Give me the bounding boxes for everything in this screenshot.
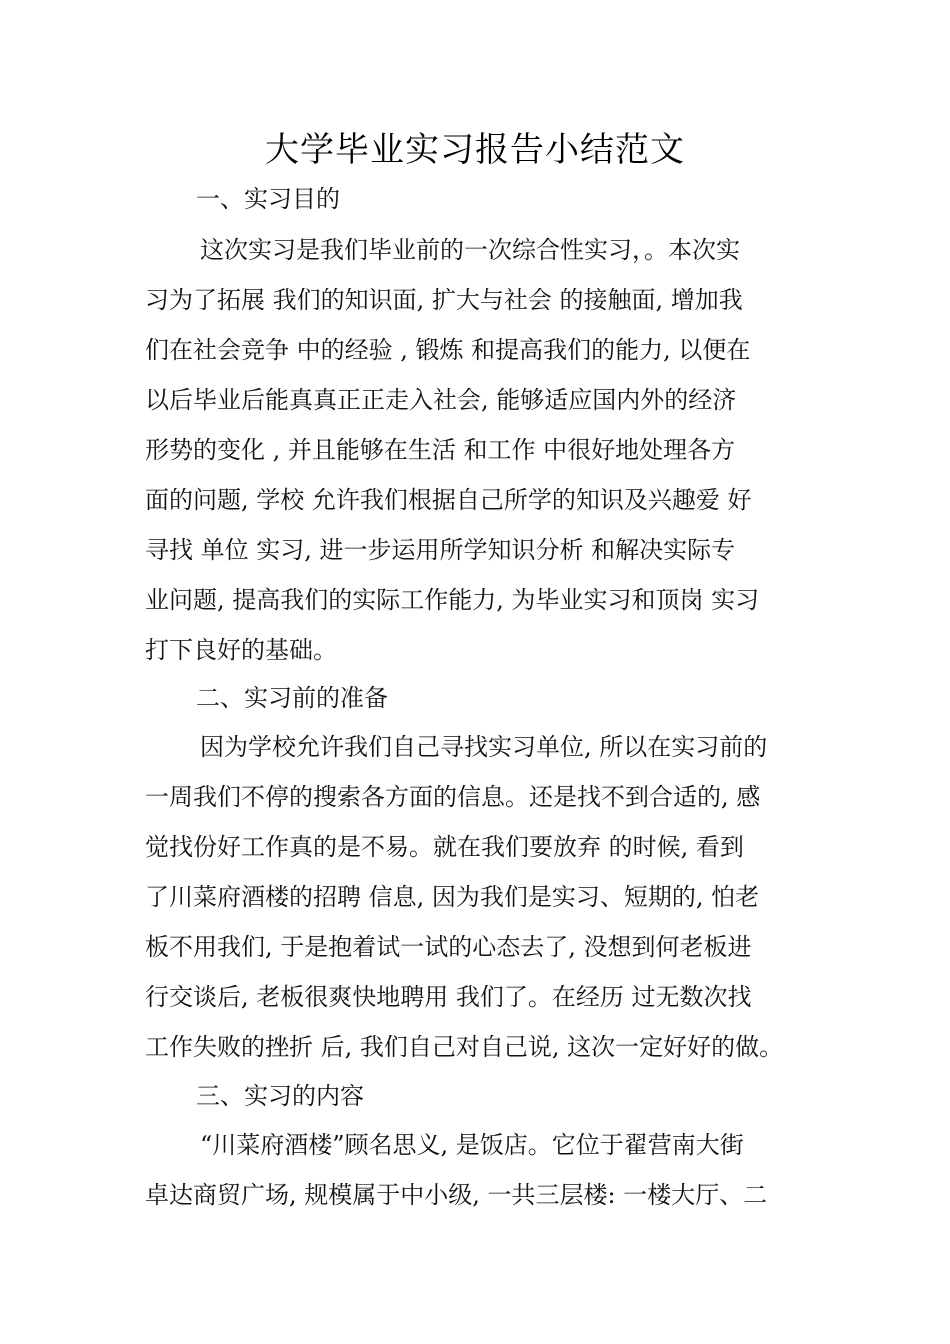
paragraph-line: 以后毕业后能真真正正走入社会, 能够适应国内外的经济	[145, 386, 737, 414]
paragraph-line: 行交谈后, 老板很爽快地聘用 我们了。在经历 过无数次找	[145, 983, 752, 1011]
paragraph-content	[145, 1120, 815, 1220]
section-heading-purpose: 一、实习目的	[196, 185, 340, 213]
paragraph-line: 寻找 单位 实习, 进一步运用所学知识分析 和解决实际专	[145, 536, 736, 564]
paragraph-line: 们在社会竞争 中的经验 , 锻炼 和提高我们的能力, 以便在	[145, 336, 751, 364]
section-heading-content: 三、实习的内容	[196, 1082, 364, 1110]
paragraph-line: 觉找份好工作真的是不易。就在我们要放弃 的时候, 看到	[145, 833, 744, 861]
paragraph-line: 因为学校允许我们自己寻找实习单位, 所以在实习前的	[200, 733, 768, 761]
paragraph-preparation	[145, 722, 815, 1072]
paragraph-line: 形势的变化 , 并且能够在生活 和工作 中很好地处理各方	[145, 436, 736, 464]
paragraph-line: 这次实习是我们毕业前的一次综合性实习，。本次实	[200, 236, 740, 264]
paragraph-line: 板不用我们, 于是抱着试一试的心态去了, 没想到何老板进	[145, 933, 752, 961]
paragraph-line: 打下良好的基础。	[145, 636, 337, 664]
paragraph-line: 业问题, 提高我们的实际工作能力, 为毕业实习和顶岗 实习	[145, 586, 760, 614]
paragraph-line: 工作失败的挫折 后, 我们自己对自己说, 这次一定好好的做。	[145, 1033, 784, 1061]
paragraph-purpose	[145, 225, 815, 675]
paragraph-line: “川菜府酒楼”顾名思义, 是饭店。它位于翟营南大街	[200, 1131, 744, 1159]
paragraph-line: 卓达商贸广场, 规模属于中小级, 一共三层楼: 一楼大厅、二	[145, 1181, 768, 1209]
paragraph-line: 了川菜府酒楼的招聘 信息, 因为我们是实习、短期的, 怕老	[145, 883, 760, 911]
paragraph-line: 一周我们不停的搜索各方面的信息。还是找不到合适的, 感	[145, 783, 761, 811]
paragraph-line: 习为了拓展 我们的知识面, 扩大与社会 的接触面, 增加我	[145, 286, 743, 314]
paragraph-line: 面的问题, 学校 允许我们根据自己所学的知识及兴趣爱 好	[145, 486, 752, 514]
section-heading-preparation: 二、实习前的准备	[196, 684, 388, 712]
document-title: 大学毕业实习报告小结范文	[265, 130, 685, 170]
